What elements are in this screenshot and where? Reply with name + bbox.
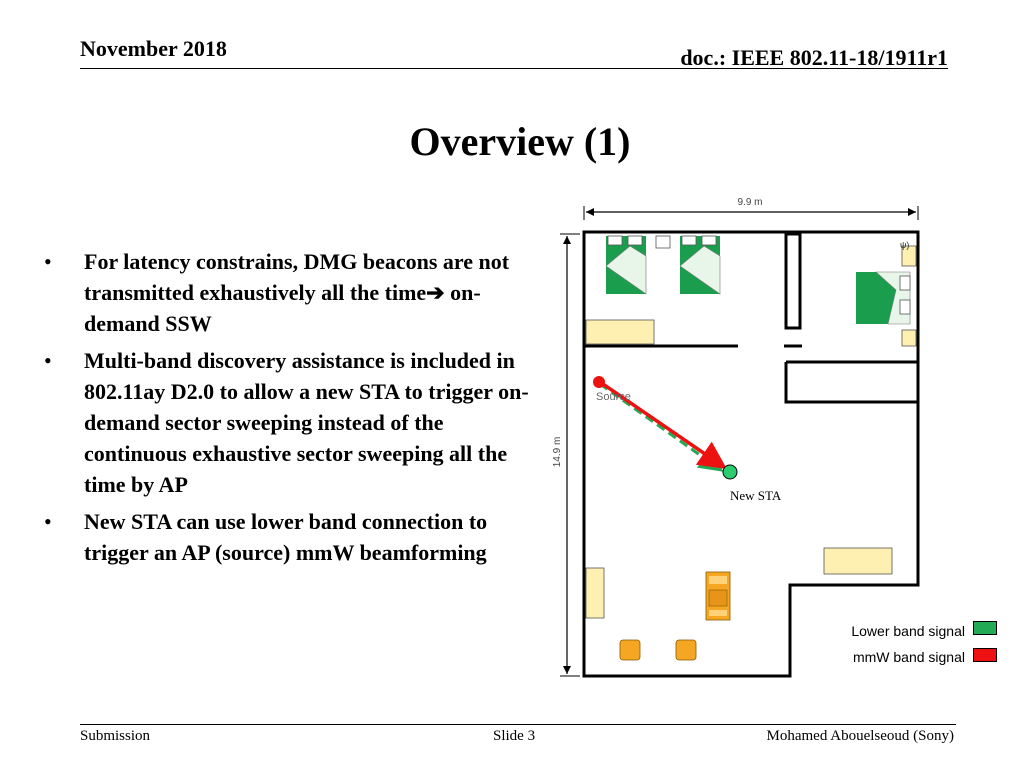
kitchen-stove [706,572,730,620]
cabinet-left [586,568,604,618]
legend-lower-band-label: Lower band signal [851,623,965,639]
height-dimension [552,234,580,676]
slide-title: Overview (1) [409,119,631,164]
legend-mmw-band-label: mmW band signal [852,649,965,665]
bullet-item-3: • New STA can use lower band connection to trigger an AP (source) mmW beamforming [44,506,544,568]
shelf-right [902,330,916,346]
bullet-item-1 [44,246,544,339]
footer-divider [80,724,956,725]
height-label: 14.9 m [552,436,563,468]
bed-3 [856,272,910,324]
bullet-item-2: • Multi-band discovery assistance is included in 802.11ay D2.0 to allow a new STA to trigger on-demand sector sweeping instead of the continuous exhaustive sector sweeping all the time by AP [44,345,544,500]
floor-plan-diagram [540,190,980,690]
bed-1 [606,236,646,294]
legend-lower-band-color [973,621,997,635]
legend [851,623,965,665]
bullet-1-text: For latency constrains, DMG beacons are not transmitted exhaustively all the time [84,249,510,305]
new-sta-label: New STA [730,488,782,503]
source-label: Source [596,391,631,403]
corner-mark: ψ) [900,240,910,250]
chair-1 [620,640,640,660]
bed-2 [680,236,720,294]
source-node [593,376,605,388]
desk-left [586,320,654,344]
bullet-list [44,246,544,574]
bullet-1-text-end: on-demand SSW [84,280,481,336]
width-dimension [584,197,918,220]
new-sta-node [723,465,737,479]
chair-2 [676,640,696,660]
footer-submission: Submission [80,728,151,744]
footer-slide-number: Slide 3 [493,728,536,744]
sofa [824,548,892,574]
footer-author: Mohamed Abouelseoud (Sony) [766,728,954,744]
right-arrow-icon: ➔ [426,280,445,305]
nightstand [656,236,670,248]
width-label: 9.9 m [737,197,763,208]
header-doc-id: doc.: IEEE 802.11-18/1911r1 [680,45,948,70]
legend-mmw-band-color [973,648,997,662]
header-divider [80,68,948,69]
header-date: November 2018 [80,36,227,61]
